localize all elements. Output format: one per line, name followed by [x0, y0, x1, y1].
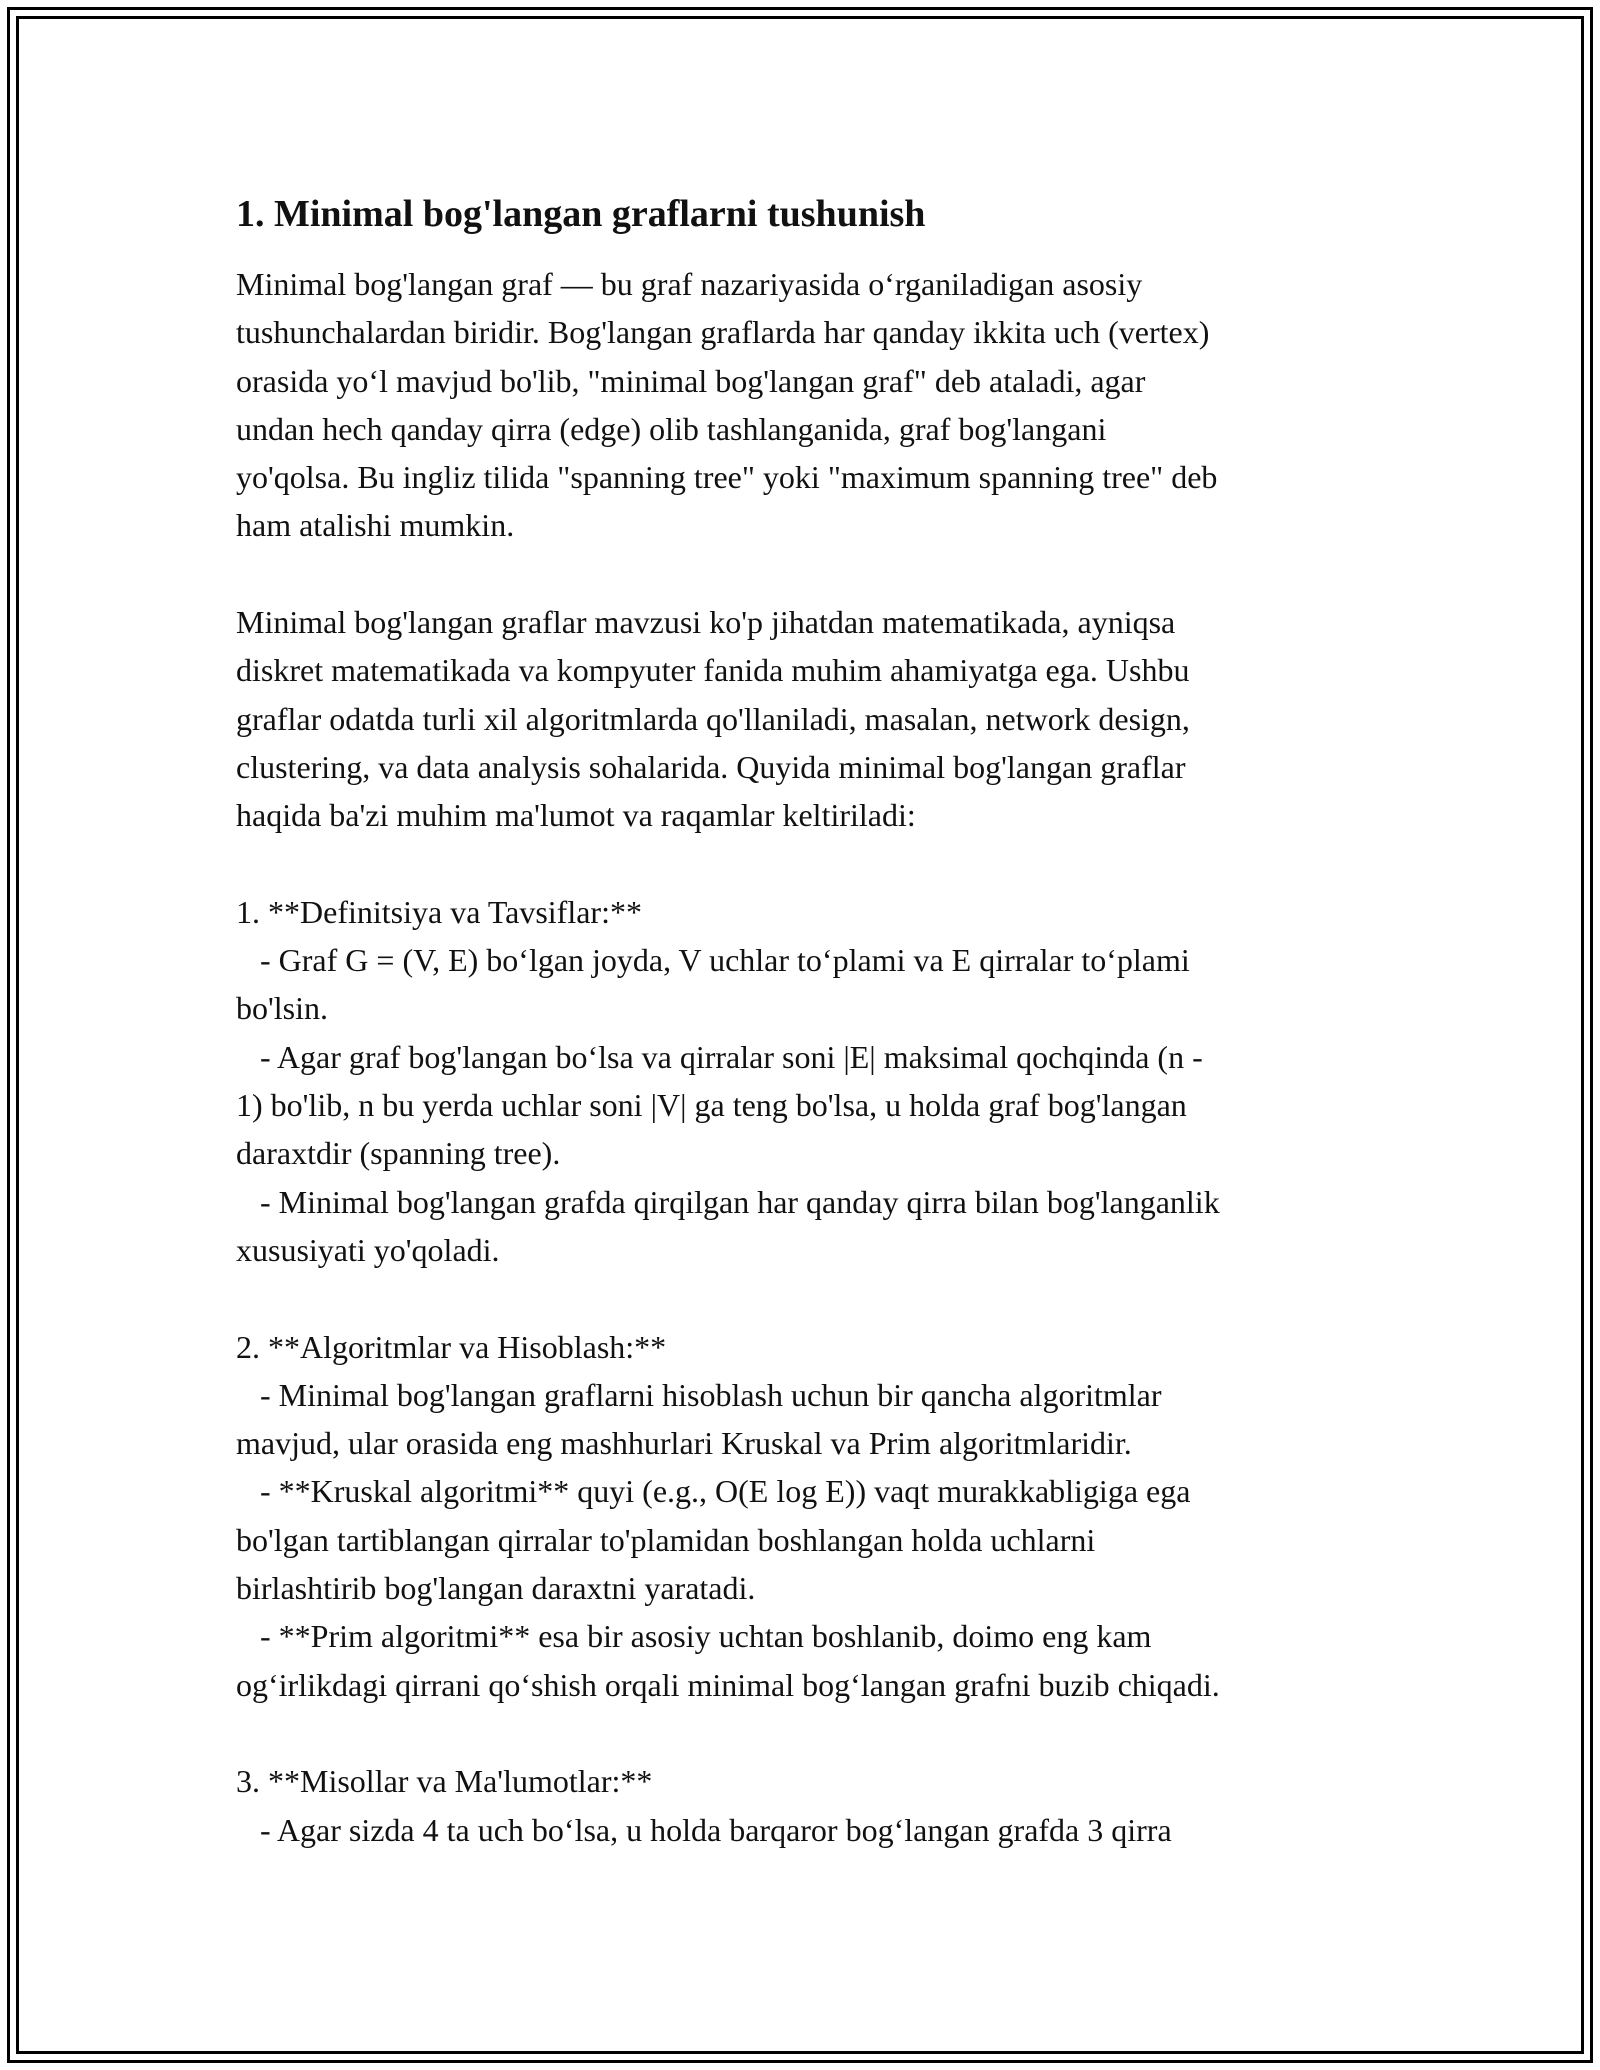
- document-content: [236, 190, 1381, 1854]
- page-title: 1. Minimal bog'langan graflarni tushunish: [236, 193, 926, 235]
- document-body: Minimal bog'langan graf — bu graf nazariyasida o‘rganiladigan asosiy tushunchalardan biridir. Bog'langan graflarda har qanday ikkita uch (vertex) orasida yo‘l mavjud bo'lib, "minimal bog'langan graf" deb ataladi, agar undan hech qanday qirra (edge) olib tashlanganida, graf bog'langani yo'qolsa. Bu ingliz tilida "spanning tree" yoki "maximum spanning tree" deb ham atalishi mumkin. Minimal bog'langan graflar mavzusi ko'p jihatdan matematikada, ayniqsa diskret matematikada va kompyuter fanida muhim ahamiyatga ega. Ushbu graflar odatda turli xil algoritmlarda qo'llaniladi, masalan, network design, clustering, va data analysis sohalarida. Quyida minimal bog'langan graflar haqida ba'zi muhim ma'lumot va raqamlar keltiriladi: 1. **Definitsiya va Tavsiflar:** - Graf G = (V, E) bo‘lgan joyda, V uchlar to‘plami va E qirralar to‘plami bo'lsin. - Agar graf bog'langan bo‘lsa va qirralar soni |E| maksimal qochqinda (n - 1) bo'lib, n bu yerda uchlar soni |V| ga teng bo'lsa, u holda graf bog'langan daraxtdir (spanning tree). - Minimal bog'langan grafda qirqilgan har qanday qirra bilan bog'langanlik xususiyati yo'qoladi. 2. **Algoritmlar va Hisoblash:** - Minimal bog'langan graflarni hisoblash uchun bir qancha algoritmlar mavjud, ular orasida eng mashhurlari Kruskal va Prim algoritmlaridir. - **Kruskal algoritmi** quyi (e.g., O(E log E)) vaqt murakkabligiga ega bo'lgan tartiblangan qirralar to'plamidan boshlangan holda uchlarni birlashtirib bog'langan daraxtni yaratadi. - **Prim algoritmi** esa bir asosiy uchtan boshlanib, doimo eng kam og‘irlikdagi qirrani qo‘shish orqali minimal bog‘langan grafni buzib chiqadi. 3. **Misollar va Ma'lumotlar:** - Agar sizda 4 ta uch bo‘lsa, u holda barqaror bog‘langan grafda 3 qirra: [236, 266, 1220, 1848]
